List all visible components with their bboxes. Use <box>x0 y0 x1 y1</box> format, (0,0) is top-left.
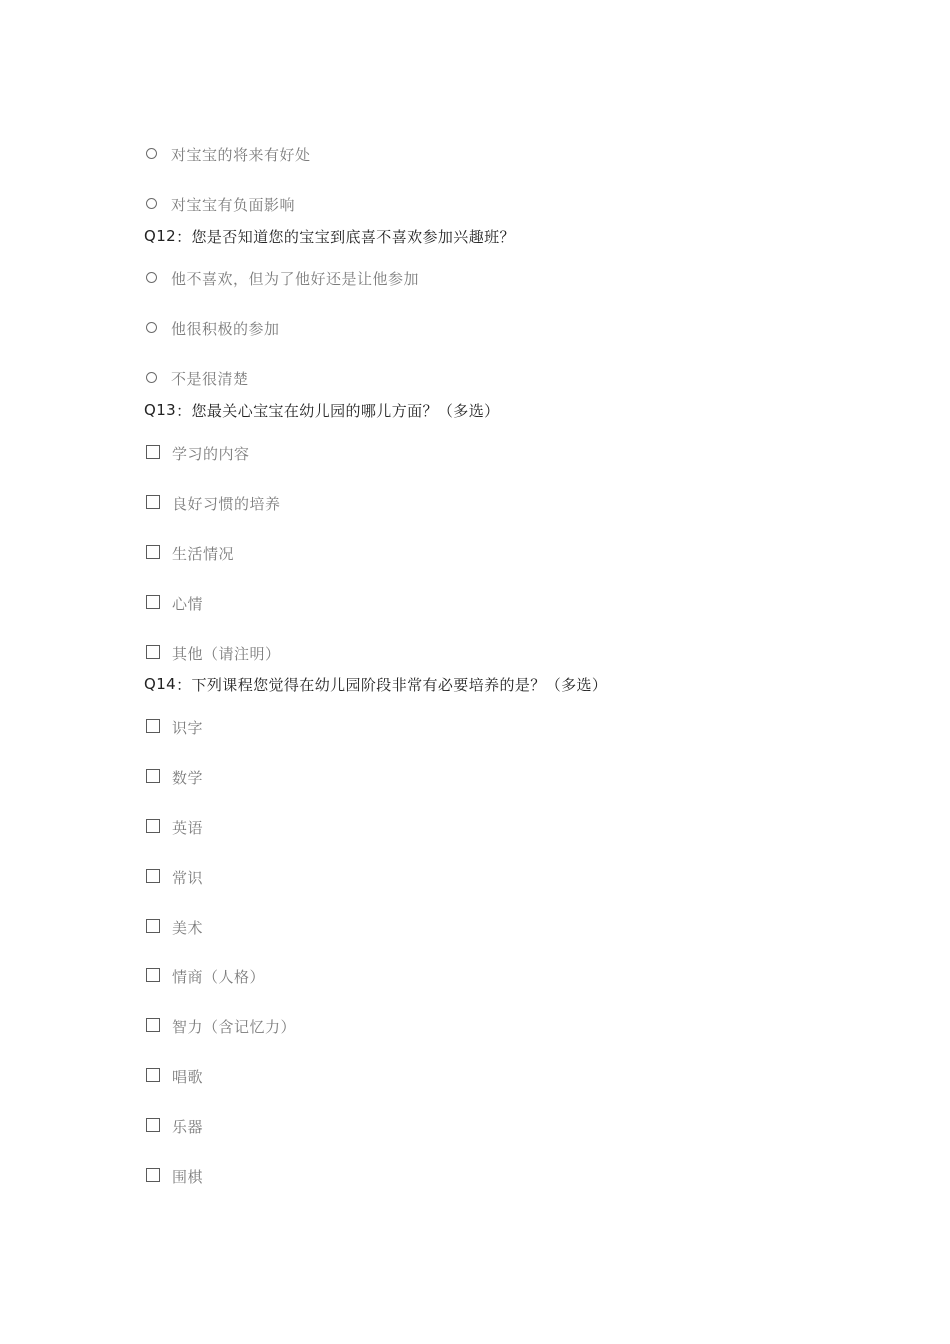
radio-option[interactable] <box>146 267 419 289</box>
checkbox-option[interactable] <box>146 442 250 464</box>
option-label: 生活情况 <box>172 544 235 563</box>
question-number: Q14 <box>144 675 177 693</box>
checkbox-option[interactable] <box>146 492 281 514</box>
question-number: Q13 <box>144 401 177 419</box>
checkbox-option[interactable] <box>146 1015 296 1037</box>
checkbox-square-icon[interactable] <box>146 645 160 659</box>
question-text: ：您是否知道您的宝宝到底喜不喜欢参加兴趣班？ <box>176 227 515 246</box>
checkbox-square-icon[interactable] <box>146 819 160 833</box>
option-label: 良好习惯的培养 <box>172 494 281 513</box>
option-label: 识字 <box>172 718 204 737</box>
option-label: 对宝宝有负面影响 <box>171 195 296 214</box>
radio-circle-icon[interactable] <box>146 322 157 333</box>
question-title-q12 <box>144 225 515 247</box>
checkbox-square-icon[interactable] <box>146 1068 160 1082</box>
checkbox-option[interactable] <box>146 766 203 788</box>
checkbox-option[interactable] <box>146 1115 203 1137</box>
option-label: 不是很清楚 <box>171 369 249 388</box>
checkbox-option[interactable] <box>146 542 234 564</box>
question-text: ：您最关心宝宝在幼儿园的哪儿方面？（多选） <box>176 401 500 420</box>
radio-option[interactable] <box>146 317 280 339</box>
question-number: Q12 <box>144 227 177 245</box>
checkbox-square-icon[interactable] <box>146 769 160 783</box>
radio-circle-icon[interactable] <box>146 198 157 209</box>
checkbox-square-icon[interactable] <box>146 445 160 459</box>
option-label: 智力（含记忆力） <box>172 1017 297 1036</box>
radio-circle-icon[interactable] <box>146 148 157 159</box>
checkbox-square-icon[interactable] <box>146 1168 160 1182</box>
checkbox-option[interactable] <box>146 1065 203 1087</box>
checkbox-square-icon[interactable] <box>146 1118 160 1132</box>
option-label: 学习的内容 <box>172 444 250 463</box>
radio-circle-icon[interactable] <box>146 272 157 283</box>
checkbox-option[interactable] <box>146 716 203 738</box>
radio-option[interactable] <box>146 367 249 389</box>
checkbox-square-icon[interactable] <box>146 968 160 982</box>
option-label: 他不喜欢，但为了他好还是让他参加 <box>171 269 420 288</box>
option-label: 美术 <box>172 918 204 937</box>
question-text: ：下列课程您觉得在幼儿园阶段非常有必要培养的是？（多选） <box>176 675 608 694</box>
checkbox-square-icon[interactable] <box>146 1018 160 1032</box>
checkbox-option[interactable] <box>146 965 265 987</box>
checkbox-square-icon[interactable] <box>146 919 160 933</box>
option-label: 数学 <box>172 768 204 787</box>
checkbox-square-icon[interactable] <box>146 495 160 509</box>
option-label: 常识 <box>172 868 204 887</box>
option-label: 围棋 <box>172 1167 204 1186</box>
checkbox-square-icon[interactable] <box>146 545 160 559</box>
option-label: 乐器 <box>172 1117 204 1136</box>
checkbox-option[interactable] <box>146 642 281 664</box>
checkbox-square-icon[interactable] <box>146 869 160 883</box>
option-label: 唱歌 <box>172 1067 204 1086</box>
checkbox-option[interactable] <box>146 866 203 888</box>
checkbox-option[interactable] <box>146 592 203 614</box>
option-label: 其他（请注明） <box>172 644 281 663</box>
checkbox-option[interactable] <box>146 1165 203 1187</box>
option-label: 心情 <box>172 594 204 613</box>
option-label: 对宝宝的将来有好处 <box>171 145 311 164</box>
radio-option[interactable] <box>146 143 311 165</box>
checkbox-option[interactable] <box>146 916 203 938</box>
question-title-q13 <box>144 399 500 421</box>
option-label: 他很积极的参加 <box>171 319 280 338</box>
question-title-q14 <box>144 673 607 695</box>
checkbox-square-icon[interactable] <box>146 595 160 609</box>
radio-circle-icon[interactable] <box>146 372 157 383</box>
checkbox-option[interactable] <box>146 816 203 838</box>
option-label: 情商（人格） <box>172 967 266 986</box>
checkbox-square-icon[interactable] <box>146 719 160 733</box>
option-label: 英语 <box>172 818 204 837</box>
radio-option[interactable] <box>146 193 295 215</box>
